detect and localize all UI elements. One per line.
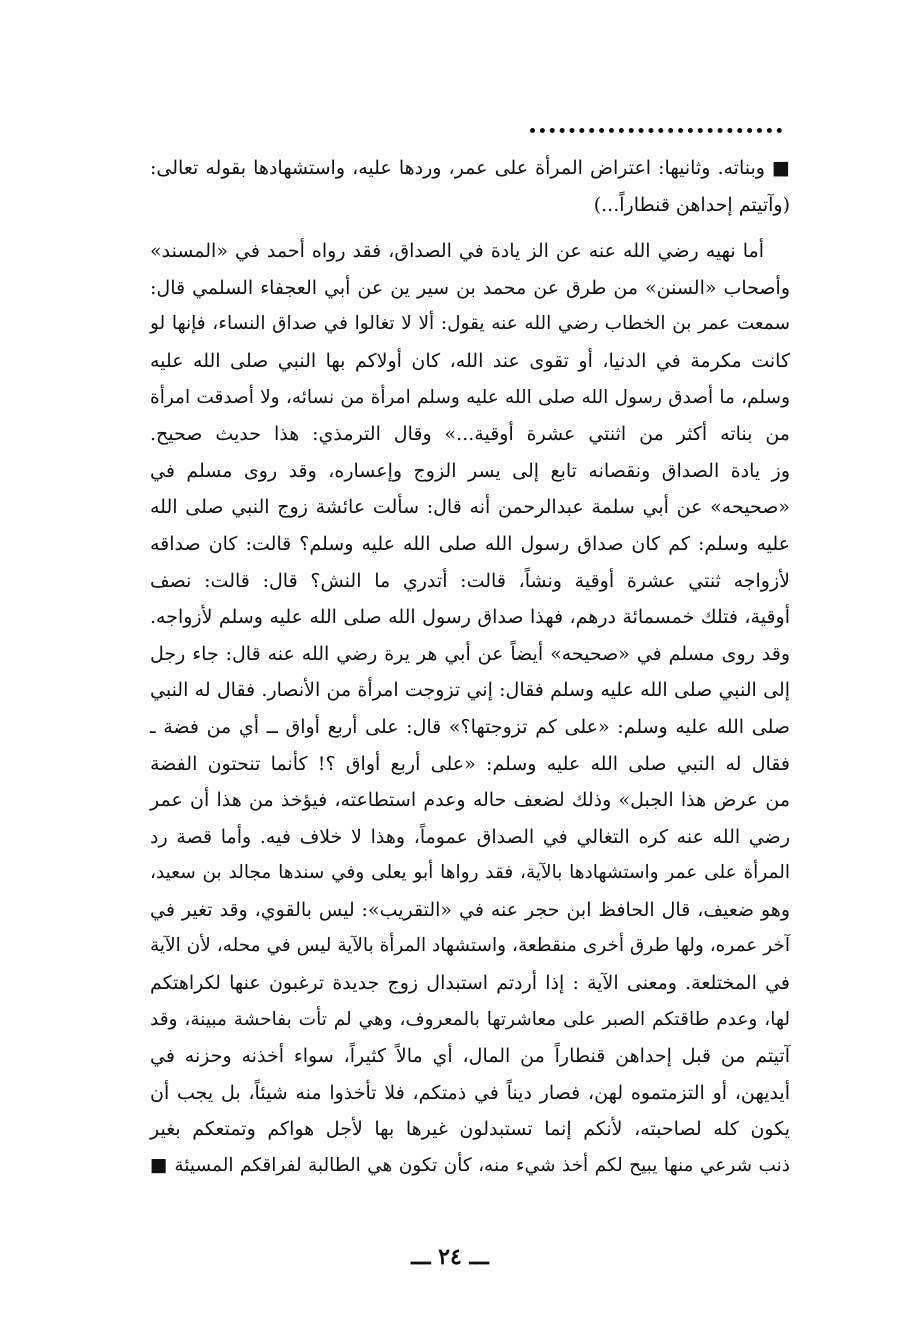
text-line: في المختلعة. ومعنى الآية : إذا أردتم استبدال زوج جديدة ترغبون عنها لكراهتكم [150,972,790,995]
text-line: «صحيحه» عن أبي سلمة عبدالرحمن أنه قال: سألت عائشة زوج النبي صلى الله [150,496,790,519]
body-text [150,150,790,1185]
text-line: (وآتيتم إحداهن قنطاراً...) [593,193,790,216]
dotted-divider [530,128,782,133]
text-line: وهو ضعيف، قال الحافظ ابن حجر عنه في «التقريب»: ليس بالقوي، وقد تغير في [150,898,790,921]
text-line: إلى النبي صلى الله عليه وسلم فقال: إني تزوجت امرأة من الأنصار. فقال له النبي [150,679,790,702]
text-line: أما نهيه رضي الله عنه عن الز يادة في الصداق، فقد رواه أحمد في «المسند» [150,240,764,263]
text-line: آخر عمره، ولها طرق أخرى منقطعة، واستشهاد المرأة بالآية ليس في محله، لأن الآية [150,935,790,957]
text-line: ذنب شرعي منها يبيح لكم أخذ شيء منه، كأن تكون هي الطالبة لفراقكم المسيئة ■ [150,1155,790,1177]
text-line: فقال له النبي صلى الله عليه وسلم: «على أربع أواق ؟! كأنما تنحتون الفضة [150,752,790,775]
text-line: من عرض هذا الجبل» وذلك لضعف حاله وعدم استطاعته، فيؤخذ من هذا أن عمر [150,789,790,812]
text-line: وسلم، ما أصدق رسول الله صلى الله عليه وسلم امرأة من نسائه، ولا أصدقت امرأة [150,386,790,408]
text-line: آتيتم من قبل إحداهن قنطاراً من المال، أي مالاً كثيراً، سواء أخذنه وحزنه في [150,1045,790,1068]
text-line: يكون كله لصاحبته، لأنكم إنما تستبدلون غيرها بها لأجل هواكم وتمتعكم بغير [150,1118,790,1141]
text-line: وقد روى مسلم في «صحيحه» أيضاً عن أبي هر يرة رضي الله عنه قال: جاء رجل [150,642,790,665]
text-line: سمعت عمر بن الخطاب رضي الله عنه يقول: ألا لا تغالوا في صداق النساء، فإنها لو [150,313,790,335]
text-line: أوقية، فتلك خمسمائة درهم، فهذا صداق رسول الله صلى الله عليه وسلم لأزواجه. [150,606,790,629]
text-line: كانت مكرمة في الدنيا، أو تقوى عند الله، كان أولاكم بها النبي صلى الله عليه [150,349,790,372]
text-line: لأزواجه ثنتي عشرة أوقية ونشاً، قالت: أتدري ما النش؟ قال: قالت: نصف [150,569,790,592]
text-line: رضي الله عنه كره التغالي في الصداق عموماً، وهذا لا خلاف فيه. وأما قصة رد [150,825,790,848]
text-line: أيديهن، أو التزمتموه لهن، فصار ديناً في ذمتكم، فلا تأخذوا منه شيئاً، بل يجب أن [150,1081,790,1104]
text-line: وأصحاب «السنن» من طرق عن محمد بن سير ين عن أبي العجفاء السلمي قال: [150,276,790,299]
text-line: صلى الله عليه وسلم: «على كم تزوجتها؟» قال: على أربع أواق ــ أي من فضة ـ [150,715,790,738]
text-line: المرأة على عمر واستشهادها بالآية، فقد رواها أبو يعلى وفي سندها مجالد بن سعيد، [150,862,790,884]
page-number: ـــ ٢٤ ـــ [411,1244,489,1270]
text-line: وز يادة الصداق ونقصانه تابع إلى يسر الزوج وإعساره، وقد روى مسلم في [150,459,790,482]
text-line: لها، وعدم طاقتكم الصبر على معاشرتها بالمعروف، وهي لم تأت بفاحشة مبينة، وقد [150,1008,790,1030]
text-line: عليه وسلم: كم كان صداق رسول الله صلى الله عليه وسلم؟ قالت: كان صداقه [150,532,790,555]
text-line: ■ وبناته. وثانيها: اعتراض المرأة على عمر، وردها عليه، واستشهادها بقوله تعالى: [150,157,790,179]
text-line: من بناته أكثر من اثنتي عشرة أوقية...» وقال الترمذي: هذا حديث صحيح. [150,423,790,446]
